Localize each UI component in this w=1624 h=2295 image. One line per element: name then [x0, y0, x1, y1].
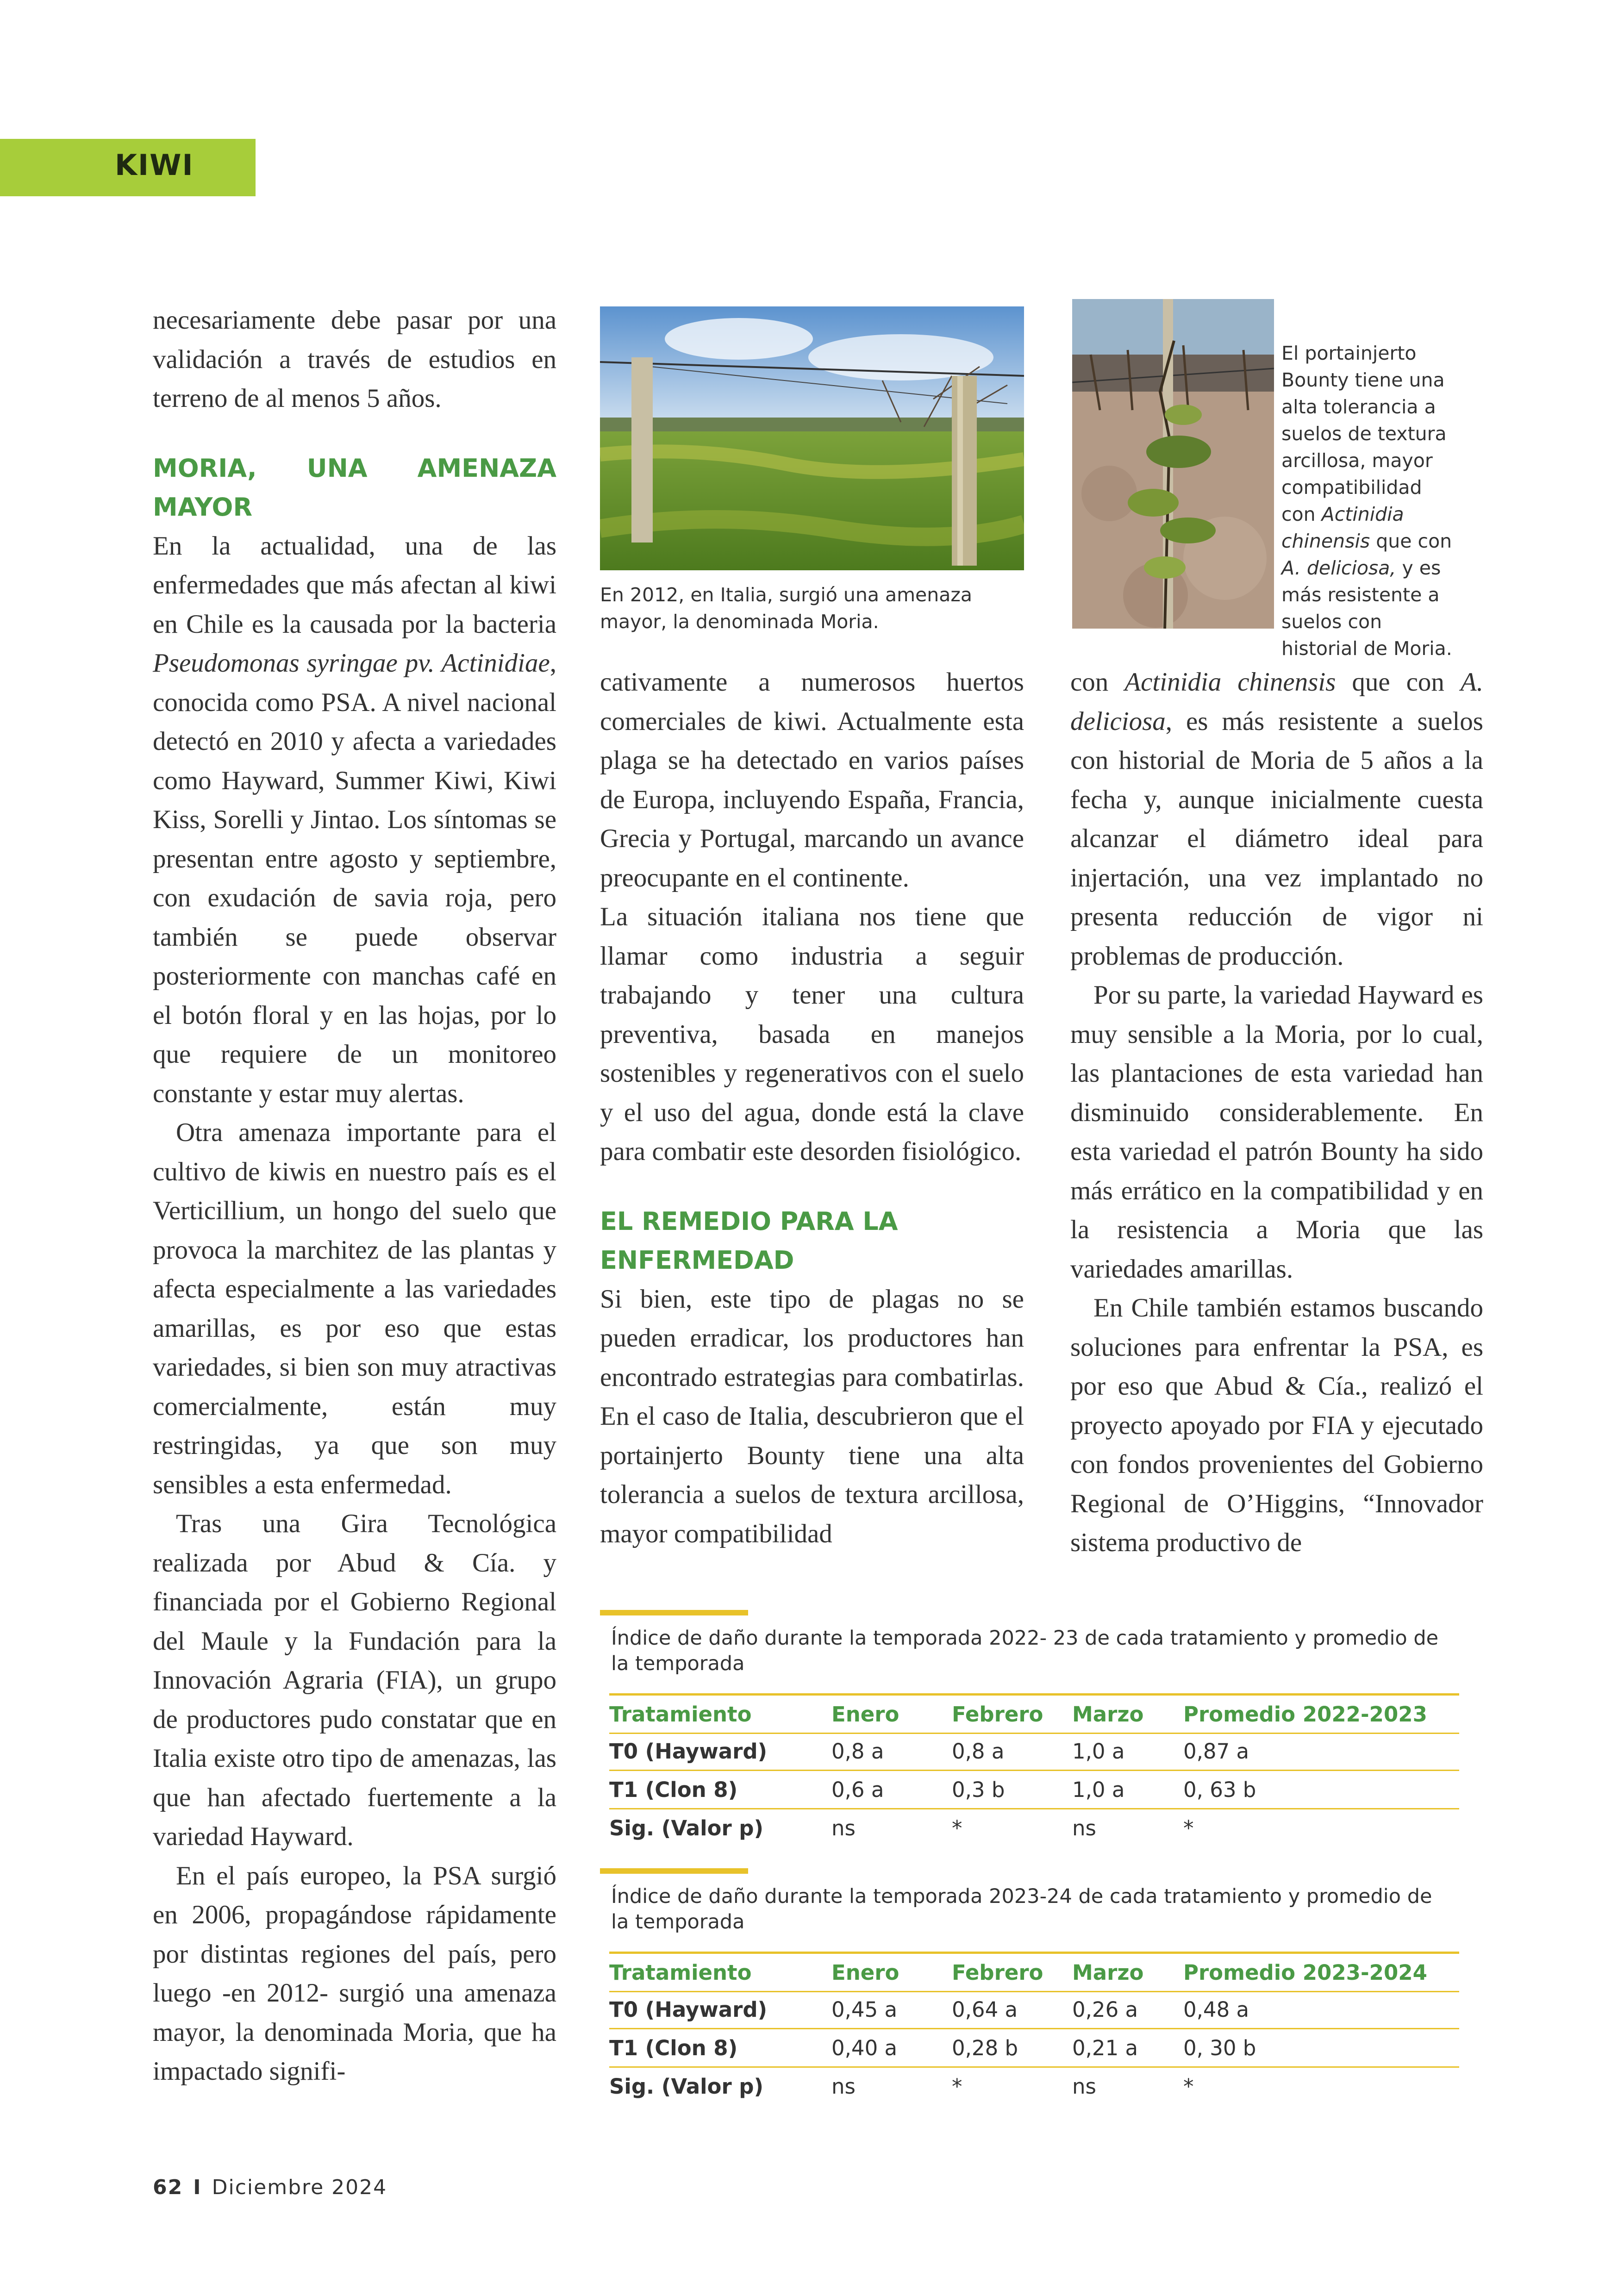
header-marzo: Marzo [1072, 1960, 1144, 1985]
table-cell: 0,26 a [1072, 1997, 1138, 2022]
section-heading-remedio: EL REMEDIO PARA LA ENFERMEDAD [600, 1206, 898, 1275]
section-tab-label: KIWI [115, 148, 194, 182]
table-cell: 0,8 a [952, 1739, 1005, 1764]
issue-date: Diciembre 2024 [212, 2176, 387, 2199]
table-accent-bar [600, 1868, 748, 1874]
table-cell: * [952, 2074, 962, 2099]
table-cell: 0, 30 b [1183, 2036, 1256, 2060]
col1-paragraph-3: Tras una Gira Tecnológica realizada por Abud & Cía. y financiada por el Gobierno Regional del Maule y la Fundación para la Innovación Agraria (FIA), un grupo de productores pudo constatar que en Italia existe otro tipo de amenazas, las que han afectado fuertemente a la variedad Hayward. [153, 1509, 556, 1851]
header-febrero: Febrero [952, 1960, 1043, 1985]
table-cell: * [1183, 1816, 1194, 1840]
photo-caption-bounty: El portainjerto Bounty tiene una alta tolerancia a suelos de textura arcillosa, mayor compatibilidad con Actinidia chinensis que con A. deliciosa, y es más resistente a suelos con historial de Moria. [1281, 342, 1452, 660]
col1-paragraph-4: En el país europeo, la PSA surgió en 2006, propagándose rápidamente por distintas regiones del país, pero luego -en 2012- surgió una amenaza mayor, la denominada Moria, que ha impactado signifi- [153, 1861, 556, 2086]
table-cell: ns [831, 1816, 856, 1840]
col1-paragraph-2: Otra amenaza importante para el cultivo de kiwis en nuestro país es el Verticillium, un hongo del suelo que provoca la marchitez de las plantas y afecta especialmente a las variedades amarillas, es por eso que estas variedades, si bien son muy atractivas comercialmente, están muy restringidas, ya que son muy sensibles a esta enfermedad. [153, 1118, 556, 1499]
photo-caption-moria: En 2012, en Italia, surgió una amenaza mayor, la denominada Moria. [600, 584, 973, 633]
table-row [609, 1733, 1459, 1771]
table-cell: * [1183, 2074, 1194, 2099]
table-title: Índice de daño durante la temporada 2023-24 de cada tratamiento y promedio de la temporada [611, 1885, 1432, 1933]
table-cell: 0,8 a [831, 1739, 884, 1764]
table-accent-bar [600, 1610, 748, 1615]
column-1 [153, 301, 556, 2091]
header-tratamiento: Tratamiento [609, 1960, 752, 1985]
section-heading-moria: MORIA, UNA AMENAZA MAYOR [153, 453, 556, 522]
table-cell: 0,87 a [1183, 1739, 1249, 1764]
table-cell: 0,64 a [952, 1997, 1018, 2022]
header-marzo: Marzo [1072, 1702, 1144, 1727]
col2-paragraph-1: cativamente a numerosos huertos comerciales de kiwi. Actualmente esta plaga se ha detectado en varios países de Europa, incluyendo España, Francia, Grecia y Portugal, marcando un avance preocupante en el continente. [600, 667, 1024, 892]
table-row [609, 1991, 1459, 2029]
header-enero: Enero [831, 1960, 899, 1985]
header-febrero: Febrero [952, 1702, 1043, 1727]
table-cell: 1,0 a [1072, 1777, 1125, 1802]
col3-paragraph-3: En Chile también estamos buscando soluciones para enfrentar la PSA, es por eso que Abud & Cía., realizó el proyecto apoyado por FIA y ejecutado con fondos provenientes del Gobierno Regional de O’Higgins, “Innovador sistema productivo de [1070, 1293, 1483, 1557]
table-cell: 0,28 b [952, 2036, 1018, 2060]
col2-paragraph-3: Si bien, este tipo de plagas no se pueden erradicar, los productores han encontrado estrategias para combatirlas. En el caso de Italia, descubrieron que el portainjerto Bounty tiene una alta tolerancia a suelos de textura arcillosa, mayor compatibilidad [600, 1284, 1024, 1548]
col2-paragraph-2: La situación italiana nos tiene que llamar como industria a seguir trabajando y tener una cultura preventiva, basada en manejos sostenibles y regenerativos con el suelo y el uso del agua, donde está la clave para combatir este desorden fisiológico. [600, 902, 1024, 1166]
table-cell: 0,48 a [1183, 1997, 1249, 2022]
table-cell: * [952, 1816, 962, 1840]
header-enero: Enero [831, 1702, 899, 1727]
table-header-row [609, 1952, 1459, 1992]
table-cell: 0,45 a [831, 1997, 898, 2022]
table-row [609, 2029, 1459, 2068]
table-cell: 0,40 a [831, 2036, 898, 2060]
table-row [609, 1809, 1459, 1846]
photo-bounty-rootstock [1072, 299, 1274, 629]
table-row [609, 1771, 1459, 1809]
header-tratamiento: Tratamiento [609, 1702, 752, 1727]
table-cell: 0,6 a [831, 1777, 884, 1802]
table-cell: Sig. (Valor p) [609, 1816, 764, 1840]
table-row [609, 2068, 1459, 2105]
photo-kiwi-orchard [600, 306, 1024, 570]
table-cell: ns [1072, 2074, 1096, 2099]
table-cell: Sig. (Valor p) [609, 2074, 764, 2099]
table-cell: T1 (Clon 8) [609, 1777, 738, 1802]
table-cell: 0, 63 b [1183, 1777, 1256, 1802]
footer-separator: I [193, 2176, 202, 2199]
page-footer [153, 2176, 387, 2199]
page-number: 62 [153, 2176, 183, 2199]
table-cell: T1 (Clon 8) [609, 2036, 738, 2060]
column-3 [1070, 663, 1483, 1563]
table-cell: T0 (Hayward) [609, 1997, 768, 2022]
col1-intro: necesariamente debe pasar por una validación a través de estudios en terreno de al menos 5 años. [153, 306, 556, 413]
table-cell: ns [831, 2074, 856, 2099]
section-tab [0, 139, 256, 196]
column-2 [600, 663, 1024, 1553]
table-cell: 1,0 a [1072, 1739, 1125, 1764]
damage-index-table-2022-23 [600, 1610, 1480, 1860]
header-promedio: Promedio 2022-2023 [1183, 1702, 1427, 1727]
table-cell: ns [1072, 1816, 1096, 1840]
header-promedio: Promedio 2023-2024 [1183, 1960, 1427, 1985]
table-cell: 0,3 b [952, 1777, 1005, 1802]
damage-index-table-2023-24 [600, 1868, 1480, 2118]
table-cell: 0,21 a [1072, 2036, 1138, 2060]
col3-paragraph-1: con Actinidia chinensis que con A. deliciosa, es más resistente a suelos con historial de Moria de 5 años a la fecha y, aunque inicialmente cuesta alcanzar el diámetro ideal para injertación, una vez implantado no presenta reducción de vigor ni problemas de producción. [1070, 667, 1483, 971]
col3-paragraph-2: Por su parte, la variedad Hayward es muy sensible a la Moria, por lo cual, las plantaciones de esta variedad han disminuido considerablemente. En esta variedad el patrón Bounty ha sido más errático en la compatibilidad y en la resistencia a Moria que las variedades amarillas. [1070, 980, 1483, 1284]
table-title: Índice de daño durante la temporada 2022- 23 de cada tratamiento y promedio de la temporada [611, 1627, 1439, 1675]
table-cell: T0 (Hayward) [609, 1739, 768, 1764]
col1-paragraph-1: En la actualidad, una de las enfermedades que más afectan al kiwi en Chile es la causada por la bacteria Pseudomonas syringae pv. Actinidiae, conocida como PSA. A nivel nacional detectó en 2010 y afecta a variedades como Hayward, Summer Kiwi, Kiwi Kiss, Sorelli y Jintao. Los síntomas se presentan entre agosto y septiembre, con exudación de savia roja, pero también se puede observar posteriormente con manchas café en el botón floral y en las hojas, por lo que requiere de un monitoreo constante y estar muy alertas. [153, 531, 556, 1108]
table-header-row [609, 1693, 1459, 1734]
